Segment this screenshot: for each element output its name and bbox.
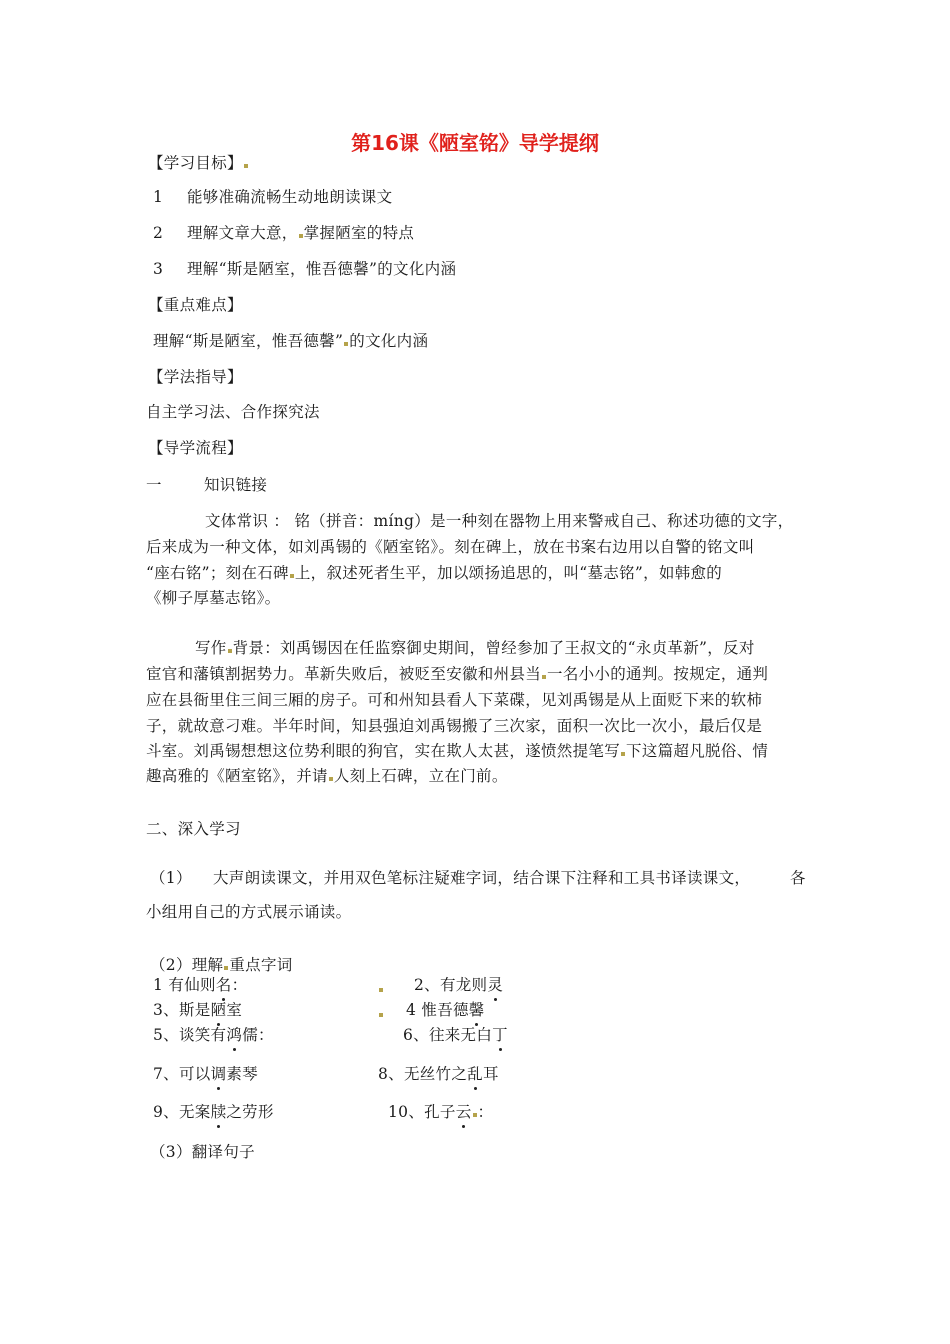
edit-marker (621, 752, 625, 756)
flow-heading: 【导学流程】 (148, 439, 243, 457)
item2-heading: （2）理解 重点字词 (150, 956, 293, 974)
word-4: 4 惟吾德馨 (406, 1001, 485, 1019)
goal-text-2: 理解文章大意， 掌握陋室的特点 (187, 224, 415, 242)
bg-line-5: 斗室。刘禹锡想想这位势利眼的狗官，实在欺人太甚，遂愤然提笔写 下这篇超凡脱俗、情 (146, 742, 769, 760)
edit-marker (473, 1113, 477, 1117)
edit-marker (344, 342, 348, 346)
goal-num-3: 3 (153, 260, 164, 278)
style-line-2: 后来成为一种文体，如刘禹锡的《陋室铭》。刻在碑上，放在书案右边用以自警的铭文叫 (146, 538, 755, 556)
page-title: 第16课《陋室铭》导学提纲 (351, 131, 599, 155)
edit-marker (379, 1013, 383, 1017)
section1-title: 知识链接 (204, 476, 268, 494)
method-text: 自主学习法、合作探究法 (146, 403, 320, 421)
edit-marker (379, 988, 383, 992)
edit-marker (244, 164, 248, 168)
word-6: 6、往来无白丁 (403, 1026, 508, 1044)
keypoints-text: 理解“斯是陋室，惟吾德馨” 的文化内涵 (153, 332, 429, 350)
bg-line-6: 趣高雅的《陋室铭》，并请 人刻上石碑，立在门前。 (146, 767, 508, 785)
word-5: 5、谈笑有鸿儒： (153, 1026, 274, 1044)
bg-line-1: 写作 背景：刘禹锡因在任监察御史期间，曾经参加了王叔文的“永贞革新”，反对 (195, 639, 755, 657)
section2-title: 二、深入学习 (146, 820, 241, 838)
item1-tail: 各 (790, 869, 806, 887)
word-2: 2、有龙则灵 (414, 976, 504, 994)
style-line-3: “座右铭”；刻在石碑 上，叙述死者生平，加以颂扬追思的，叫“墓志铭”，如韩愈的 (146, 564, 723, 582)
word-8: 8、无丝竹之乱耳 (378, 1065, 499, 1083)
edit-marker (228, 649, 232, 653)
item3-heading: （3）翻译句子 (150, 1143, 255, 1161)
goal-text-1: 能够准确流畅生动地朗读课文 (187, 188, 393, 206)
goal-num-1: 1 (153, 188, 164, 206)
method-heading: 【学法指导】 (148, 368, 243, 386)
bg-line-4: 子，就故意刁难。半年时间，知县强迫刘禹锡搬了三次家，面积一次比一次小，最后仅是 (146, 717, 763, 735)
style-line-1: 文体常识 ： 铭（拼音：míng）是一种刻在器物上用来警戒自己、称述功德的文字， (205, 512, 794, 530)
goal-num-2: 2 (153, 224, 164, 242)
bg-line-3: 应在县衙里住三间三厢的房子。可和州知县看人下菜碟，见刘禹锡是从上面贬下来的软柿 (146, 691, 763, 709)
item1-num: （1） (150, 869, 192, 887)
item1-line2: 小组用自己的方式展示诵读。 (146, 903, 352, 921)
style-line-4: 《柳子厚墓志铭》。 (146, 589, 281, 607)
word-10: 10、孔子云 ： (388, 1103, 494, 1121)
edit-marker (290, 574, 294, 578)
word-9: 9、无案牍之劳形 (153, 1103, 274, 1121)
edit-marker (299, 234, 303, 238)
edit-marker (542, 675, 546, 679)
item1-line1: 大声朗读课文，并用双色笔标注疑难字词，结合课下注释和工具书译读课文， (213, 869, 751, 887)
bg-line-2: 宦官和藩镇割据势力。革新失败后，被贬至安徽和州县当 一名小小的通判。按规定，通判 (146, 665, 769, 683)
goal-text-3: 理解“斯是陋室，惟吾德馨”的文化内涵 (187, 260, 457, 278)
word-3: 3、斯是陋室 (153, 1001, 243, 1019)
word-1: 1 有仙则名： (153, 976, 248, 994)
word-7: 7、可以调素琴 (153, 1065, 258, 1083)
section1-num: 一 (146, 476, 162, 494)
edit-marker (224, 966, 228, 970)
keypoints-heading: 【重点难点】 (148, 296, 243, 314)
edit-marker (329, 777, 333, 781)
goals-heading: 【学习目标】 (148, 156, 249, 172)
